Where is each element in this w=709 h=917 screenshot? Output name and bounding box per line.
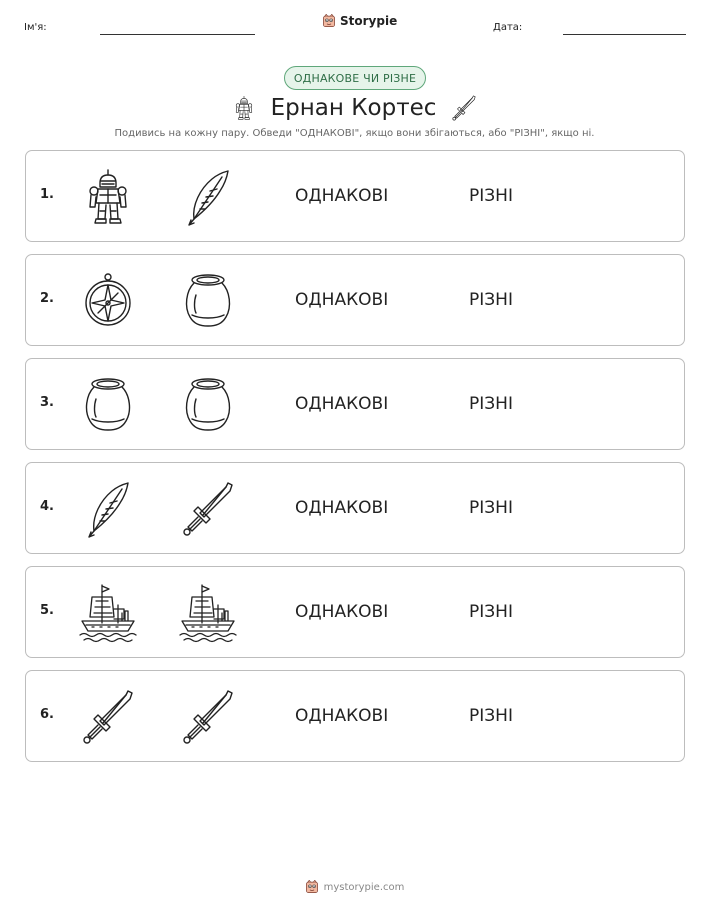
sword-icon	[178, 479, 238, 539]
same-option[interactable]: ОДНАКОВІ	[295, 394, 389, 414]
page-title: Ернан Кортес	[270, 95, 437, 121]
pot-icon	[178, 375, 238, 435]
different-option[interactable]: РІЗНІ	[469, 290, 513, 310]
mascot-icon	[322, 14, 336, 28]
mascot-icon	[305, 880, 319, 894]
row-number: 4.	[40, 499, 54, 514]
worksheet-header	[0, 14, 709, 40]
different-option[interactable]: РІЗНІ	[469, 706, 513, 726]
row-number: 3.	[40, 395, 54, 410]
row-number: 5.	[40, 603, 54, 618]
same-option[interactable]: ОДНАКОВІ	[295, 706, 389, 726]
quill-icon	[178, 167, 238, 227]
activity-badge: ОДНАКОВЕ ЧИ РІЗНЕ	[284, 66, 426, 90]
exercise-list	[25, 150, 685, 774]
different-option[interactable]: РІЗНІ	[469, 186, 513, 206]
different-option[interactable]: РІЗНІ	[469, 602, 513, 622]
exercise-row	[25, 566, 685, 658]
sword-icon	[178, 687, 238, 747]
footer-url[interactable]: mystorypie.com	[323, 881, 405, 893]
exercise-row	[25, 254, 685, 346]
different-option[interactable]: РІЗНІ	[469, 394, 513, 414]
exercise-row	[25, 670, 685, 762]
exercise-row	[25, 150, 685, 242]
different-option[interactable]: РІЗНІ	[469, 498, 513, 518]
footer	[0, 880, 709, 894]
brand-name: Storypie	[340, 14, 398, 28]
same-option[interactable]: ОДНАКОВІ	[295, 498, 389, 518]
knight-icon	[231, 93, 257, 123]
sword-icon	[450, 93, 478, 123]
exercise-row	[25, 358, 685, 450]
same-option[interactable]: ОДНАКОВІ	[295, 290, 389, 310]
same-option[interactable]: ОДНАКОВІ	[295, 186, 389, 206]
row-number: 1.	[40, 187, 54, 202]
date-field[interactable]	[563, 34, 686, 35]
pot-icon	[178, 271, 238, 331]
knight-icon	[78, 167, 138, 227]
name-field[interactable]	[100, 34, 255, 35]
ship-icon	[178, 583, 238, 643]
title-row	[0, 90, 709, 126]
row-number: 6.	[40, 707, 54, 722]
same-option[interactable]: ОДНАКОВІ	[295, 602, 389, 622]
ship-icon	[78, 583, 138, 643]
instructions: Подивись на кожну пару. Обведи "ОДНАКОВІ", якщо вони збігаються, або "РІЗНІ", якщо ні.	[114, 128, 595, 139]
row-number: 2.	[40, 291, 54, 306]
compass-icon	[78, 271, 138, 331]
brand-logo	[322, 14, 397, 28]
sword-icon	[78, 687, 138, 747]
name-label: Ім'я:	[24, 22, 47, 33]
exercise-row	[25, 462, 685, 554]
quill-icon	[78, 479, 138, 539]
pot-icon	[78, 375, 138, 435]
date-label: Дата:	[493, 22, 523, 33]
